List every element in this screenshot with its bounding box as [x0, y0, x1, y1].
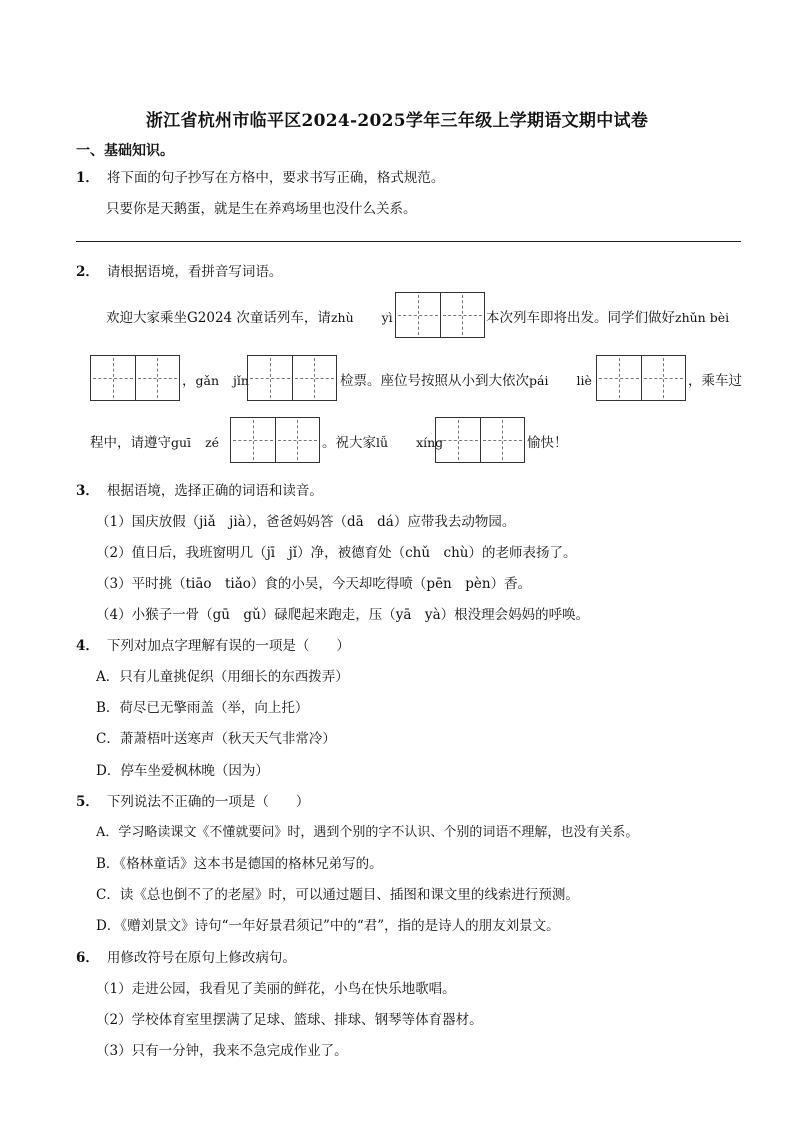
context-text: ， [182, 373, 196, 389]
option-d[interactable]: D．停车坐爱枫林晚（因为） [96, 763, 269, 779]
question-1 [76, 166, 444, 186]
question-number: 5． [76, 794, 99, 810]
question-number: 6． [76, 950, 99, 966]
writing-grid-4[interactable] [596, 355, 686, 401]
sub-item: （3）平时挑（tiāo tiǎo）食的小吴，今天却吃得喷（pēn pèn）香。 [96, 576, 532, 592]
option-b[interactable]: B．荷尽已无擎雨盖（举，向上托） [96, 700, 309, 716]
context-text [486, 306, 729, 326]
option-c[interactable]: C．读《总也倒不了的老屋》时，可以通过题目、插图和课文里的线索进行预测。 [96, 887, 579, 903]
sub-item: （2）学校体育室里摆满了足球、篮球、排球、钢琴等体育器材。 [96, 1012, 483, 1028]
context-text: ，乘车过 [688, 373, 742, 389]
question-number: 4． [76, 638, 99, 654]
context-text [90, 431, 219, 451]
context-text: 程中，请遵守 [90, 435, 171, 451]
context-text: 。祝大家 [322, 435, 376, 451]
writing-grid-2[interactable] [90, 355, 180, 401]
context-text [106, 306, 393, 326]
question-text: 将下面的句子抄写在方格中，要求书写正确，格式规范。 [106, 170, 445, 186]
writing-grid-5[interactable] [230, 417, 320, 463]
question-2 [76, 260, 282, 280]
pinyin-label: lǚ [376, 435, 389, 450]
context-text [322, 431, 443, 451]
question-text: 下列说法不正确的一项是（ ） [106, 794, 310, 810]
pinyin-label: jǐn [233, 373, 249, 388]
sub-item: （1）走进公园，我看见了美丽的鲜花，小鸟在快乐地歌唱。 [96, 981, 456, 997]
sub-item: （4）小猴子一骨（gū gǔ）碌爬起来跑走，压（yā yà）根没理会妈妈的呼唤。 [96, 607, 590, 623]
question-4 [76, 634, 350, 654]
context-text [182, 369, 249, 389]
question-number: 2． [76, 264, 99, 280]
context-text: 检票。座位号按照从小到大依次 [340, 373, 529, 389]
option-d[interactable]: D．《赠刘景文》诗句“一年好景君须记”中的“君”，指的是诗人的朋友刘景文。 [96, 918, 560, 934]
question-number: 3． [76, 483, 99, 499]
answer-line[interactable] [76, 241, 741, 242]
question-6 [76, 946, 296, 966]
sub-item: （1）国庆放假（jiǎ jià），爸爸妈妈答（dā dá）应带我去动物园。 [96, 514, 516, 530]
pinyin-label: zhù [330, 310, 354, 325]
option-b[interactable]: B．《格林童话》这本书是德国的格林兄弟写的。 [96, 856, 383, 872]
sub-item: （3）只有一分钟，我来不急完成作业了。 [96, 1043, 348, 1059]
section-heading: 一、基础知识。 [76, 143, 174, 159]
option-c[interactable]: C．萧萧梧叶送寒声（秋天天气非常冷） [96, 731, 336, 747]
context-text: 欢迎大家乘坐G2024 次童话列车，请 [106, 310, 331, 326]
exam-title: 浙江省杭州市临平区2024-2025学年三年级上学期语文期中试卷 [145, 111, 649, 131]
option-a[interactable]: A．学习略读课文《不懂就要问》时，遇到个别的字不认识、个别的词语不理解，也没有关系。 [96, 825, 639, 840]
option-a[interactable]: A．只有儿童挑促织（用细长的东西拨弄） [96, 669, 349, 685]
pinyin-label: zé [205, 435, 220, 450]
pinyin-label: zhǔn bèi [675, 310, 730, 325]
question-5 [76, 790, 309, 810]
pinyin-label: yì [381, 310, 393, 325]
question-text: 用修改符号在原句上修改病句。 [106, 950, 296, 966]
pinyin-label: guī [171, 435, 192, 450]
context-text: 本次列车即将出发。同学们做好 [486, 310, 675, 326]
writing-grid-6[interactable] [435, 417, 525, 463]
writing-grid-3[interactable] [247, 355, 337, 401]
pinyin-label: pái [529, 373, 549, 388]
context-text: 愉快！ [527, 435, 568, 451]
question-text: 请根据语境，看拼音写词语。 [106, 264, 283, 280]
question-3 [76, 479, 323, 499]
question-text: 根据语境，选择正确的词语和读音。 [106, 483, 323, 499]
pinyin-label: gǎn [195, 373, 220, 388]
writing-grid-1[interactable] [395, 292, 485, 338]
question-number: 1． [76, 170, 99, 186]
pinyin-label: liè [576, 373, 592, 388]
copy-sentence: 只要你是天鹅蛋，就是生在养鸡场里也没什么关系。 [106, 201, 417, 217]
sub-item: （2）值日后，我班窗明几（jī jǐ）净，被德育处（chǔ chù）的老师表扬了。 [96, 545, 577, 561]
context-text [340, 369, 592, 389]
pinyin-label: xíng [416, 435, 444, 450]
question-text: 下列对加点字理解有误的一项是（ ） [106, 638, 350, 654]
